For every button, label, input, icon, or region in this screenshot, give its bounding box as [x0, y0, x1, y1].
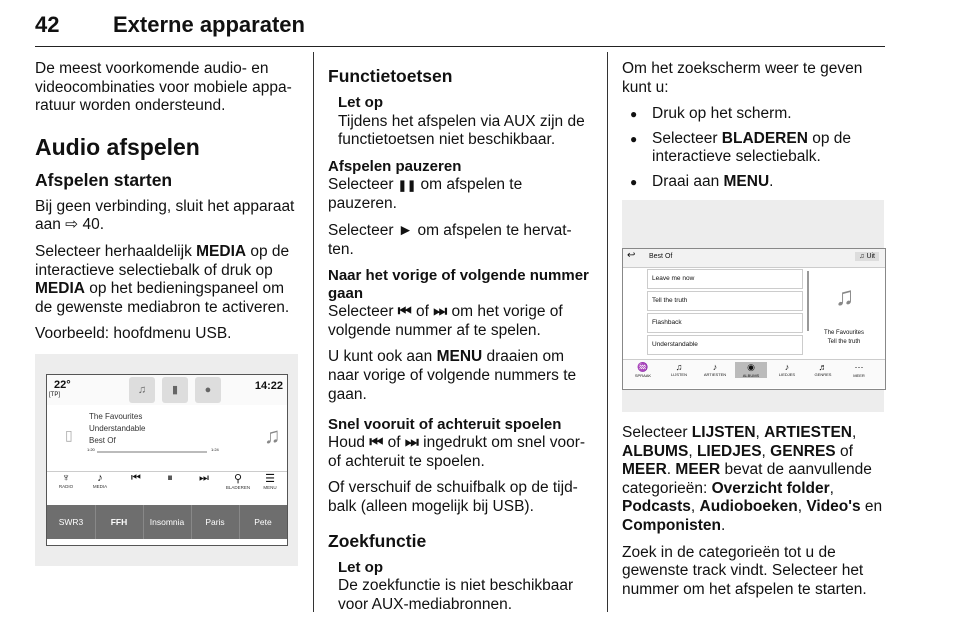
preset: SWR3: [47, 505, 96, 539]
clock: 14:22: [254, 380, 283, 392]
reference-icon: ⇨: [65, 216, 83, 234]
next-icon: ⏭: [199, 472, 209, 484]
paragraph: Om het zoekscherm weer te geven kunt u:: [622, 60, 863, 96]
display-frame: [46, 374, 288, 546]
paragraph: Houd ⏮ of ⏭ ingedrukt om snel voor- of achteruit te spoelen.: [328, 434, 586, 470]
list-item: Tell the truth: [647, 291, 803, 311]
list-item: Understandable: [647, 335, 803, 355]
search-screen-screenshot: [622, 200, 884, 412]
next-icon: ⏭: [433, 303, 448, 321]
preset: Paris: [191, 505, 240, 539]
subheading-fast-forward: Snel vooruit of achteruit spoelen: [328, 416, 562, 434]
paragraph: Selecteer ⏮ of ⏭ om het vorige of volgende nummer af te spelen.: [328, 303, 563, 339]
subheading-prev-next: Naar het vorige of volgende nummer gaan: [328, 267, 589, 303]
paragraph: Selecteer ► om afspelen te hervat-ten.: [328, 221, 572, 258]
next-icon: ⏭: [404, 434, 419, 452]
paragraph: U kunt ook aan MENU draaien om naar vorige of volgende nummers te gaan.: [328, 348, 577, 403]
heading-functions: Functietoetsen: [328, 66, 453, 86]
status-bar: [47, 375, 287, 405]
pause-icon: ❚❚: [397, 179, 417, 192]
screen-header: [623, 249, 885, 268]
album-caption: The Favourites Tell the truth: [823, 330, 865, 345]
music-note-icon: ♪ MEDIA: [92, 472, 108, 489]
subheading-pause: Afspelen pauzeren: [328, 157, 462, 175]
radio-icon: ♆ RADIO: [58, 472, 74, 489]
music-tab-icon: ♫: [129, 377, 155, 403]
pause-icon: ⏸: [167, 472, 173, 484]
artists-icon: ♪ ARTIESTEN: [703, 362, 727, 377]
list-item: Flashback: [647, 313, 803, 333]
preset-bar: [47, 505, 287, 539]
previous-icon: ⏮: [131, 472, 141, 484]
tp-indicator: [TP]: [49, 392, 61, 398]
track-info: The Favourites Understandable Best Of: [89, 412, 146, 445]
lists-icon: ♫ LIJSTEN: [670, 362, 687, 377]
note: Let op De zoekfunctie is niet beschikbaar voor AUX-mediabronnen.: [338, 558, 574, 613]
total-time: 1:24: [211, 447, 219, 452]
menu-icon: ☰ MENU: [263, 473, 277, 490]
voice-icon: ♒ SPRAAK: [634, 362, 652, 378]
elapsed-time: 1:20: [87, 447, 95, 452]
heading-audio: Audio afspelen: [35, 133, 200, 160]
column-divider: [313, 52, 314, 612]
usb-main-menu-screenshot: [35, 354, 298, 566]
list-item: ● Selecteer BLADEREN op de interactieve selectiebalk.: [622, 130, 887, 167]
column-divider: [607, 52, 608, 612]
paragraph: Bij geen verbinding, sluit het apparaat aan ⇨ 40.: [35, 197, 295, 234]
previous-icon: ⏮: [397, 303, 412, 321]
music-note-icon: ♫: [835, 281, 855, 311]
heading-start: Afspelen starten: [35, 169, 173, 190]
paragraph: Selecteer herhaaldelijk MEDIA op de interactieve selectiebalk of druk op MEDIA op het bedieningspaneel om de gewenste mediabron te activeren.: [35, 242, 290, 316]
paragraph: Selecteer LIJSTEN, ARTIESTEN, ALBUMS, LIEDJES, GENRES of MEER. MEER bevat de aanvullende categorieën: Overzicht folder, Podcasts, Audioboeken, Video's en Componisten.: [622, 424, 883, 534]
list-item: ● Draai aan MENU.: [622, 173, 887, 192]
list-item: ● Druk op het scherm.: [622, 105, 887, 124]
genres-icon: ♬ GENRES: [814, 362, 832, 377]
play-icon: ►: [397, 221, 414, 239]
usb-icon: ▯: [65, 427, 73, 443]
more-icon: ⋯ MEER: [853, 362, 865, 378]
preset: Pete: [254, 517, 272, 527]
preset: Insomnia: [143, 505, 192, 539]
back-icon: ↩: [627, 250, 636, 261]
heading-search: Zoekfunctie: [328, 530, 427, 551]
column-2: [328, 60, 593, 622]
control-bar: [47, 471, 287, 500]
chapter-title: Externe apparaten: [113, 12, 305, 37]
albums-icon: ◉ ALBUMS: [735, 362, 767, 378]
preset: FFH: [95, 505, 144, 539]
scrollbar: [807, 271, 809, 331]
column-1: [35, 60, 297, 352]
search-icon: ⚲ BLADEREN: [225, 473, 251, 490]
music-note-icon: ♫: [264, 423, 281, 448]
uit-button: ♫ Uit: [855, 252, 879, 261]
bullet-list: [622, 105, 887, 191]
progress-bar: [97, 451, 207, 453]
column-3-bottom: [622, 424, 887, 607]
display-frame: [622, 248, 886, 390]
intro-text: De meest voorkomende audio- en videocombinaties voor mobiele appa-ratuur worden ondersteund.: [35, 60, 292, 115]
music-note-icon: ♫: [859, 253, 867, 260]
paragraph: Selecteer ❚❚ om afspelen te pauzeren.: [328, 175, 523, 213]
device-tab-icon: ▮: [162, 377, 188, 403]
note: Let op Tijdens het afspelen via AUX zijn de functietoetsen niet beschikbaar.: [338, 94, 585, 149]
previous-icon: ⏮: [369, 434, 384, 452]
paragraph: Of verschuif de schuifbalk op de tijd-balk (alleen mogelijk bij USB).: [328, 479, 578, 515]
songs-icon: ♪ LIEDJES: [778, 362, 796, 377]
category-bar: [623, 359, 885, 388]
paragraph: Zoek in de categorieën tot u de gewenste track vindt. Selecteer het nummer om het afspelen te starten.: [622, 543, 867, 598]
temperature: 22°: [54, 379, 71, 391]
paragraph: Voorbeeld: hoofdmenu USB.: [35, 325, 232, 343]
page-header: [35, 2, 885, 47]
screen-title: Best Of: [649, 253, 673, 260]
column-3: [622, 60, 887, 200]
page-number: 42: [35, 12, 60, 37]
info-tab-icon: ●: [195, 377, 221, 403]
list-item: Leave me now: [647, 269, 803, 289]
